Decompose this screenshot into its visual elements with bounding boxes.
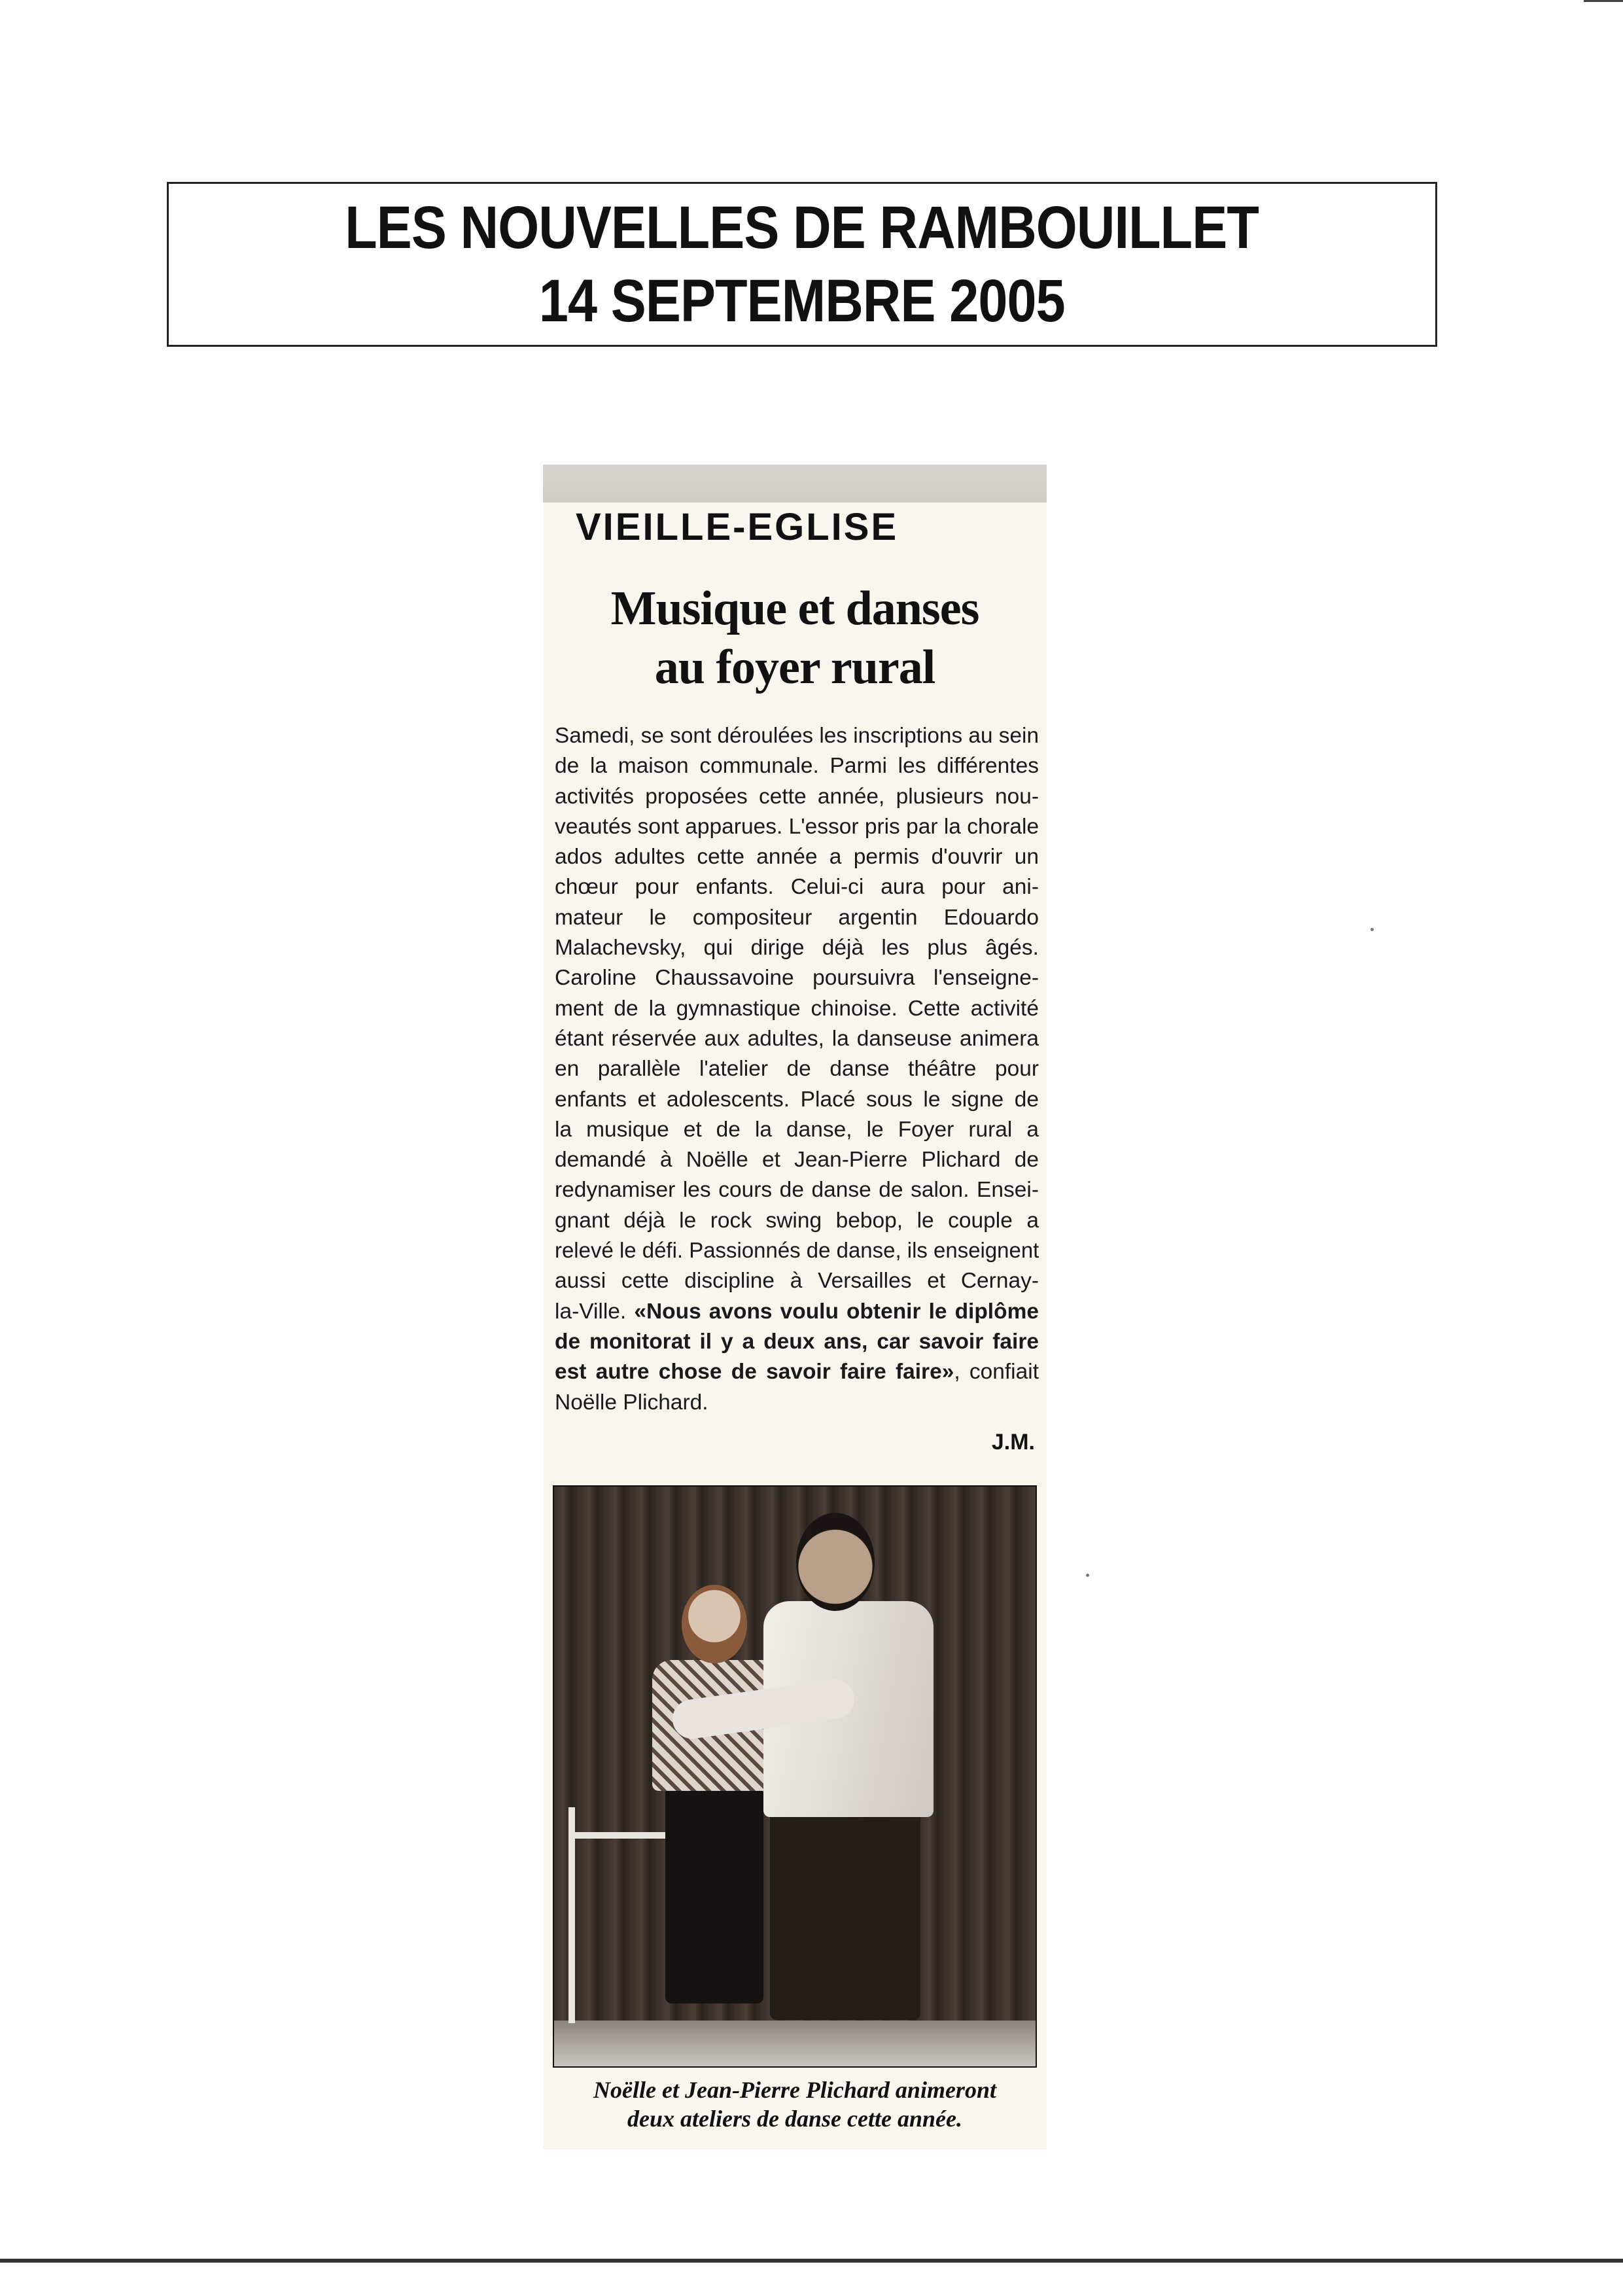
body-line: étant réservée aux adultes, la danseuse animera xyxy=(555,1026,1039,1051)
body-line: mateur le compositeur argentin Edouardo xyxy=(555,905,1039,930)
body-line: en parallèle l'atelier de danse théâtre pour xyxy=(555,1057,1039,1082)
headline-line: Musique et danses xyxy=(610,582,979,635)
scan-speck xyxy=(1370,928,1374,931)
quote-end: est autre chose de savoir faire faire» xyxy=(555,1360,954,1385)
body-line xyxy=(555,1357,1039,1387)
man-figure-head xyxy=(796,1513,875,1611)
body-line: gnant déjà le rock swing bebop, le couple a xyxy=(555,1208,1039,1233)
newspaper-title: LES NOUVELLES DE RAMBOUILLET xyxy=(345,194,1259,261)
body-line: Samedi, se sont déroulées les inscriptions au sein xyxy=(555,724,1039,748)
scan-speck xyxy=(1086,1574,1089,1577)
body-line: relevé le défi. Passionnés de danse, ils enseignent xyxy=(555,1239,1039,1263)
dancers-photo xyxy=(553,1485,1037,2068)
headline-line: au foyer rural xyxy=(654,641,935,694)
body-line: Caroline Chaussavoine poursuivra l'enseigne- xyxy=(555,966,1039,991)
body-line: la musique et de la danse, le Foyer rural a xyxy=(555,1117,1039,1142)
article-body xyxy=(555,721,1039,1418)
woman-figure-head xyxy=(682,1585,747,1663)
body-line: veautés sont apparues. L'essor pris par la chorale xyxy=(555,814,1039,839)
body-line: chœur pour enfants. Celui-ci aura pour ani- xyxy=(555,875,1039,900)
body-line: ment de la gymnastique chinoise. Cette activité xyxy=(555,996,1039,1021)
quote-start: «Nous avons voulu obtenir le diplôme xyxy=(634,1299,1039,1324)
author-initials: J.M. xyxy=(991,1430,1035,1455)
scan-bottom-edge xyxy=(0,2259,1623,2263)
body-line xyxy=(555,1297,1039,1327)
photo-caption xyxy=(550,2075,1040,2133)
body-fragment: la-Ville. xyxy=(555,1299,627,1324)
clipping-top-strip xyxy=(543,465,1047,503)
quote-line: de monitorat il y a deux ans, car savoir faire xyxy=(555,1329,1039,1354)
body-line: Noëlle Plichard. xyxy=(555,1390,708,1415)
attribution-fragment: , confiait xyxy=(954,1360,1039,1385)
body-line: enfants et adolescents. Placé sous le signe de xyxy=(555,1087,1039,1112)
body-line: demandé à Noëlle et Jean-Pierre Plichard de xyxy=(555,1148,1039,1173)
scan-corner-mark xyxy=(1584,0,1623,2)
dance-barre-post xyxy=(568,1807,575,2023)
body-line: aussi cette discipline à Versailles et Cernay- xyxy=(555,1269,1039,1294)
section-title: VIEILLE-EGLISE xyxy=(576,506,899,548)
body-line: activités proposées cette année, plusieurs nou- xyxy=(555,784,1039,809)
article-headline xyxy=(556,579,1034,697)
header-box xyxy=(167,182,1437,347)
body-line: de la maison communale. Parmi les différentes xyxy=(555,754,1039,779)
man-figure-legs xyxy=(770,1810,920,2020)
stage-floor xyxy=(554,2021,1036,2066)
newspaper-clipping xyxy=(543,465,1047,2149)
caption-line: deux ateliers de danse cette année. xyxy=(627,2106,962,2132)
publication-date: 14 SEPTEMBRE 2005 xyxy=(538,268,1066,334)
caption-line: Noëlle et Jean-Pierre Plichard animeront xyxy=(593,2077,996,2103)
body-line: ados adultes cette année a permis d'ouvrir un xyxy=(555,845,1039,870)
body-line: Malachevsky, qui dirige déjà les plus âgés. xyxy=(555,936,1039,961)
woman-figure-legs xyxy=(665,1788,763,2004)
body-line: redynamiser les cours de danse de salon. Ensei- xyxy=(555,1178,1039,1203)
